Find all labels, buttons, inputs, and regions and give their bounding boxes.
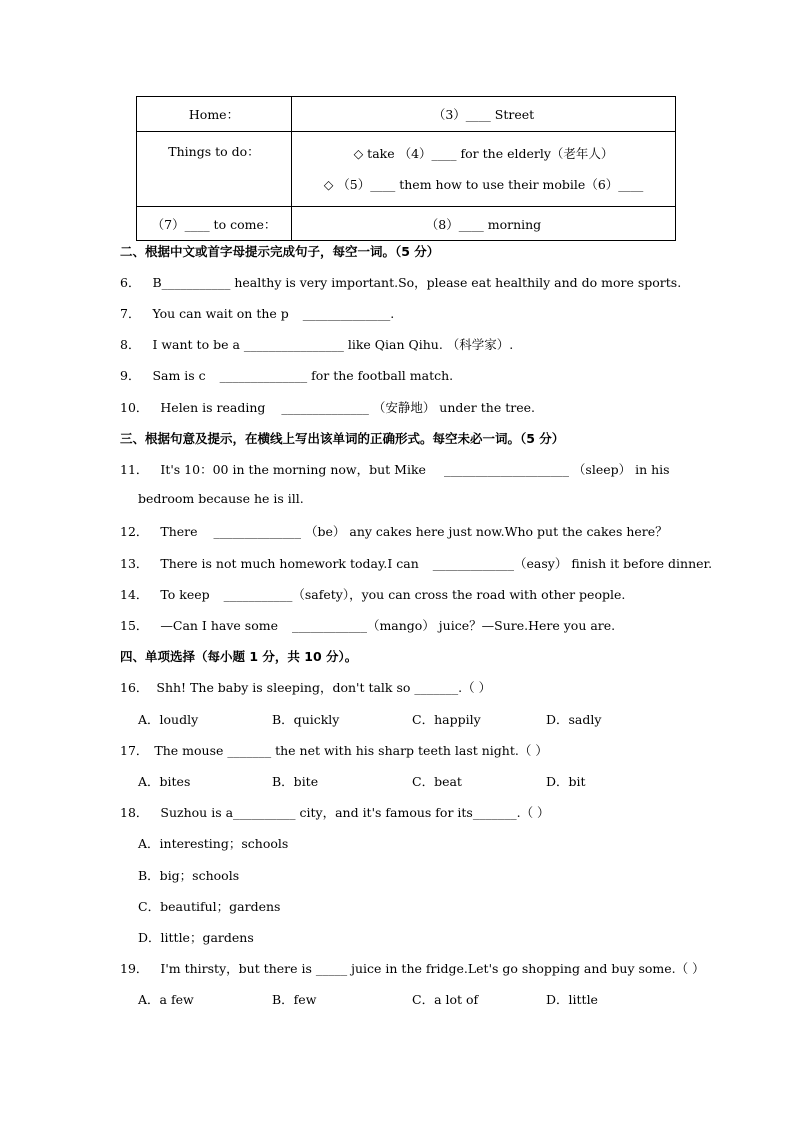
question-number: 17． (120, 743, 149, 758)
question-13 (120, 554, 712, 572)
question-text-after: for the football match. (307, 368, 454, 383)
option-a[interactable]: A．loudly (138, 712, 199, 727)
answer-blank[interactable]: ________________ (243, 337, 344, 352)
option-d[interactable]: D．little (546, 992, 598, 1007)
option-a[interactable]: A．a few (138, 992, 194, 1007)
question-text-after: （be） any cakes here just now.Who put the cakes here？ (301, 524, 668, 539)
option-c[interactable]: C．happily (412, 712, 481, 727)
option-d[interactable]: D．little；gardens (138, 930, 254, 945)
question-10 (120, 398, 535, 416)
question-number: 15． (120, 618, 149, 633)
question-text-before: There is not much homework today.I can (160, 556, 423, 571)
option-c[interactable]: C．a lot of (412, 992, 479, 1007)
question-text-after: （sleep） in his (568, 462, 670, 477)
option-c[interactable]: C．beautiful；gardens (138, 899, 281, 914)
answer-blank[interactable]: ___________ (161, 275, 231, 290)
answer-blank[interactable]: ______________ (281, 400, 369, 415)
question-text-before: To keep (160, 587, 214, 602)
answer-blank[interactable]: ______________ (219, 368, 308, 383)
question-number: 10． (120, 400, 149, 415)
question-text-after: like Qian Qihu. （科学家）. (343, 337, 514, 352)
table-label-things: Things to do： (137, 132, 292, 207)
answer-blank[interactable]: ______________ (213, 524, 302, 539)
section2-heading: 二、根据中文或首字母提示完成句子，每空一词。（5 分） (120, 244, 440, 259)
question-text-after: （mango） juice？—Sure.Here you are. (366, 618, 616, 633)
question-text: I'm thirsty，but there is _____ juice in the fridge.Let's go shopping and buy some.（ ） (160, 961, 705, 976)
question-text-after: healthy is very important.So，please eat healthily and do more sports. (230, 275, 682, 290)
things-line-1: ◇ take （4）____ for the elderly（老年人） (353, 146, 614, 161)
question-text-after: （安静地） under the tree. (368, 400, 535, 415)
question-text-before: Sam is c (152, 368, 210, 383)
question-number: 6． (120, 275, 141, 290)
question-number: 11． (120, 462, 149, 477)
question-number: 7． (120, 306, 141, 321)
question-11 (120, 460, 670, 478)
question-text-before: It's 10：00 in the morning now，but Mike (160, 462, 430, 477)
option-a[interactable]: A．bites (138, 774, 191, 789)
table-content-things (292, 132, 676, 207)
section3-heading: 三、根据句意及提示，在横线上写出该单词的正确形式。每空未必一词。（5 分） (120, 431, 565, 446)
answer-blank[interactable]: ____________________ (443, 462, 569, 477)
question-7 (120, 304, 394, 322)
question-number: 14． (120, 587, 149, 602)
question-text-before: Helen is reading (160, 400, 270, 415)
table-content-come: （8）____ morning (292, 207, 676, 241)
info-table (136, 96, 676, 241)
question-19 (120, 959, 705, 977)
option-b[interactable]: B．big；schools (138, 868, 240, 883)
question-text-after: . (390, 306, 395, 321)
option-d[interactable]: D．bit (546, 774, 586, 789)
question-number: 19． (120, 961, 149, 976)
question-15 (120, 616, 615, 634)
question-text: The mouse _______ the net with his sharp teeth last night.（ ） (154, 743, 548, 758)
answer-blank[interactable]: ______________ (302, 306, 391, 321)
option-c[interactable]: C．beat (412, 774, 462, 789)
question-14 (120, 585, 625, 603)
question-text: Suzhou is a__________ city，and it's famous for its_______.（ ） (160, 805, 550, 820)
option-b[interactable]: B．few (272, 992, 317, 1007)
table-row (137, 97, 676, 132)
table-row (137, 132, 676, 207)
question-text-after: （safety），you can cross the road with other people. (292, 587, 626, 602)
question-16 (120, 678, 491, 696)
section4-heading: 四、单项选择（每小题 1 分，共 10 分）。 (120, 649, 358, 664)
question-6 (120, 273, 681, 291)
table-label-home: Home： (137, 97, 292, 132)
question-text-after: （easy） finish it before dinner. (514, 556, 713, 571)
question-number: 8． (120, 337, 141, 352)
question-text: Shh! The baby is sleeping，don't talk so _______.（ ） (156, 680, 492, 695)
question-number: 12． (120, 524, 149, 539)
answer-blank[interactable]: ____________ (291, 618, 367, 633)
option-d[interactable]: D．sadly (546, 712, 602, 727)
question-12 (120, 522, 668, 540)
question-text-before: B (152, 275, 162, 290)
question-text-before: You can wait on the p (152, 306, 293, 321)
option-a[interactable]: A．interesting；schools (138, 836, 289, 851)
question-11-continued: bedroom because he is ill. (138, 491, 304, 506)
option-b[interactable]: B．bite (272, 774, 319, 789)
question-17 (120, 741, 548, 759)
question-number: 9． (120, 368, 141, 383)
question-text-before: —Can I have some (160, 618, 282, 633)
question-8 (120, 335, 513, 353)
table-label-come: （7）____ to come： (137, 207, 292, 241)
table-row (137, 207, 676, 241)
question-18 (120, 803, 550, 821)
question-number: 13． (120, 556, 149, 571)
question-number: 18． (120, 805, 149, 820)
question-text-before: I want to be a (152, 337, 244, 352)
answer-blank[interactable]: _____________ (432, 556, 515, 571)
question-9 (120, 366, 453, 384)
option-b[interactable]: B．quickly (272, 712, 340, 727)
answer-blank[interactable]: ___________ (223, 587, 293, 602)
question-number: 16． (120, 680, 149, 695)
things-line-2: ◇ （5）____ them how to use their mobile（6）____ (323, 177, 644, 192)
question-text-before: There (160, 524, 202, 539)
table-content-home: （3）____ Street (292, 97, 676, 132)
